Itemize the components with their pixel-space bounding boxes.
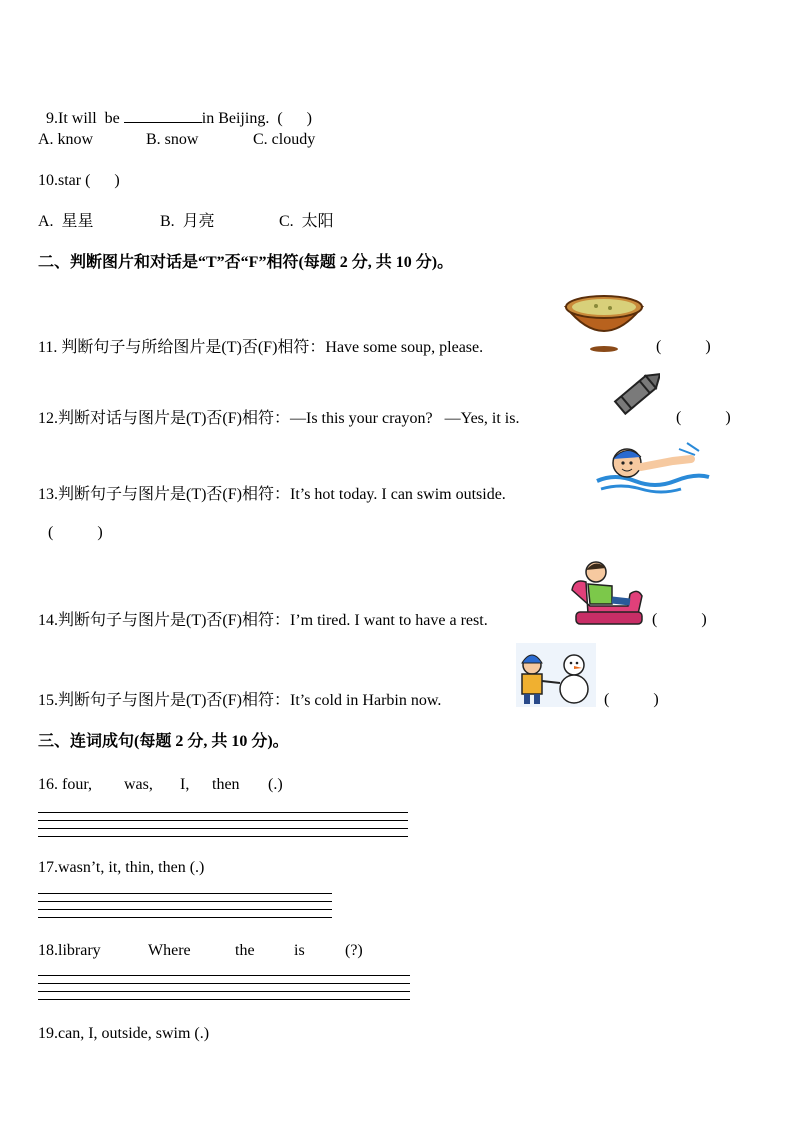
q16-word-4: then	[212, 776, 240, 793]
snowman-icon	[516, 643, 596, 707]
question-9	[38, 88, 312, 129]
q10-option-b: B. 月亮	[160, 213, 215, 230]
q18-writing-lines[interactable]	[38, 975, 410, 1007]
question-10: 10.star ( )	[38, 172, 120, 189]
q16-word-5: (.)	[268, 776, 283, 793]
q14-answer-paren[interactable]: ( )	[652, 611, 707, 628]
q9-option-c: C. cloudy	[253, 131, 316, 148]
section-3-title: 三、连词成句(每题 2 分, 共 10 分)。	[38, 733, 289, 750]
q17-writing-lines[interactable]	[38, 893, 332, 925]
q16-word-2: was,	[124, 776, 153, 793]
section-2-title: 二、判断图片和对话是“T”否“F”相符(每题 2 分, 共 10 分)。	[38, 254, 454, 271]
q10-option-c: C. 太阳	[279, 213, 334, 230]
q13-answer-paren[interactable]: ( )	[48, 524, 103, 541]
question-13: 13.判断句子与图片是(T)否(F)相符：It’s hot today. I can swim outside.	[38, 486, 506, 503]
q16-word-1: 16. four,	[38, 776, 93, 793]
q18-word-3: the	[235, 942, 255, 959]
q9-option-b: B. snow	[146, 131, 199, 148]
question-15: 15.判断句子与图片是(T)否(F)相符：It’s cold in Harbin now.	[38, 692, 442, 709]
question-12: 12.判断对话与图片是(T)否(F)相符：—Is this your crayon? —Yes, it is.	[38, 410, 520, 427]
soup-bowl-icon	[562, 293, 646, 353]
question-11: 11. 判断句子与所给图片是(T)否(F)相符：Have some soup, please.	[38, 339, 484, 356]
q18-word-1: 18.library	[38, 942, 101, 959]
crayon-icon	[608, 368, 660, 424]
q9-stem-post: in Beijing. ( )	[201, 110, 312, 127]
swimming-boy-icon	[595, 437, 711, 497]
q15-answer-paren[interactable]: ( )	[604, 691, 659, 708]
question-17: 17.wasn’t, it, thin, then (.)	[38, 859, 205, 876]
q9-option-a: A. know	[38, 131, 94, 148]
question-14: 14.判断句子与图片是(T)否(F)相符：I’m tired. I want to have a rest.	[38, 612, 488, 629]
q9-blank[interactable]	[124, 108, 202, 123]
q9-stem-pre: 9.It will be	[46, 110, 124, 127]
q11-answer-paren[interactable]: ( )	[656, 338, 711, 355]
resting-man-icon	[568, 556, 644, 628]
q10-option-a: A. 星星	[38, 213, 94, 230]
q18-word-4: is	[294, 942, 305, 959]
question-19: 19.can, I, outside, swim (.)	[38, 1025, 210, 1042]
q18-word-2: Where	[148, 942, 191, 959]
q12-answer-paren[interactable]: ( )	[676, 409, 731, 426]
q18-word-5: (?)	[345, 942, 363, 959]
q16-writing-lines[interactable]	[38, 812, 408, 844]
q16-word-3: I,	[180, 776, 190, 793]
